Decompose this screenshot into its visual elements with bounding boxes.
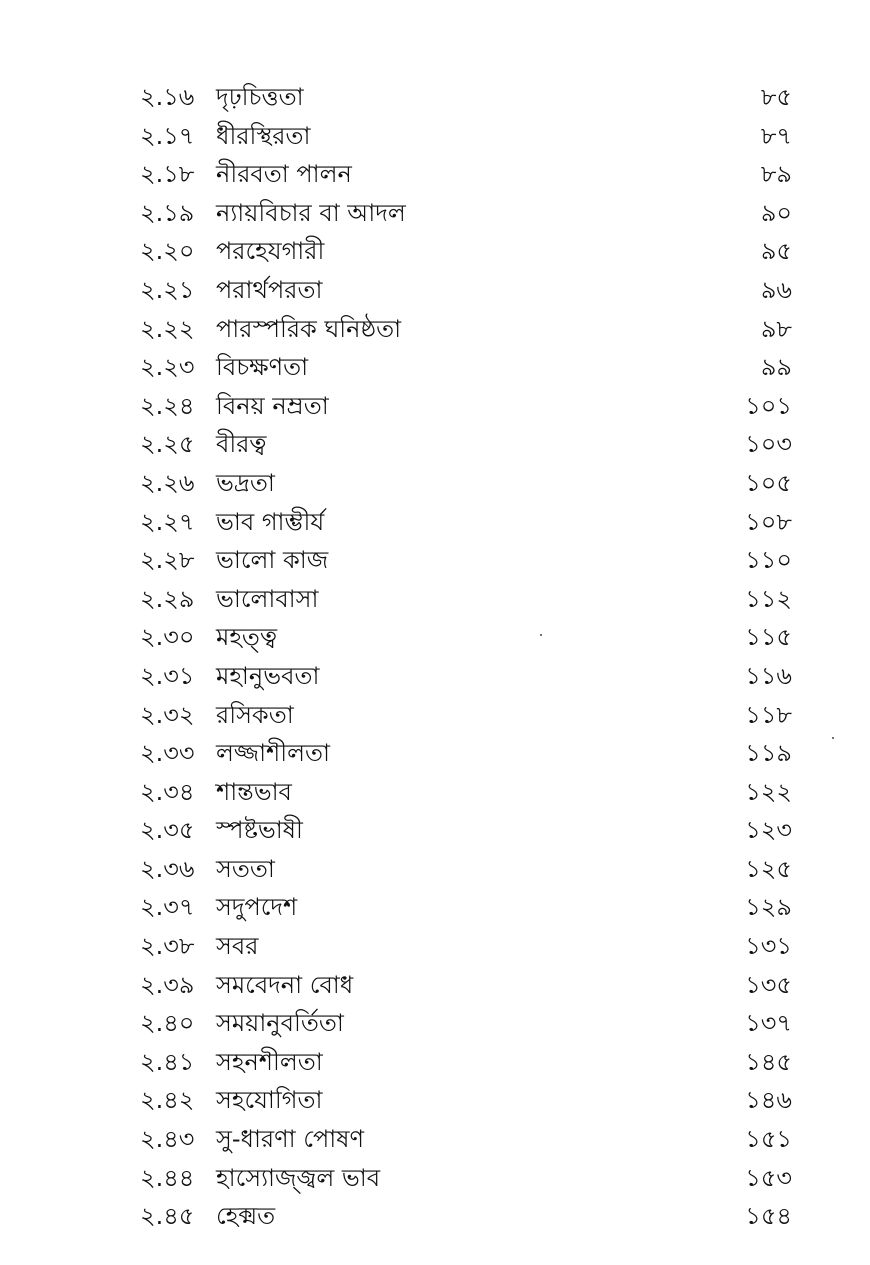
- page-number: ৯০: [760, 198, 792, 227]
- toc-entry: [0, 387, 870, 426]
- toc-entry: [0, 1159, 870, 1198]
- toc-entry: [0, 503, 870, 542]
- section-number: ২.৩৫: [140, 816, 195, 845]
- page-number: ৯৫: [760, 237, 792, 266]
- page-number: ১৫৩: [745, 1163, 792, 1192]
- toc-entry: [0, 927, 870, 966]
- page-number: ১১৮: [745, 700, 792, 729]
- toc-entry: [0, 734, 870, 773]
- toc-entry: [0, 1197, 870, 1236]
- toc-entry: [0, 850, 870, 889]
- page-number: ১১৯: [745, 739, 792, 768]
- section-title: হাস্যোজ্জ্বল ভাব: [216, 1163, 381, 1192]
- page-number: ৯৬: [760, 275, 792, 304]
- page-number: ১০৩: [745, 430, 792, 459]
- toc-entry: [0, 348, 870, 387]
- scan-speck: [540, 634, 542, 636]
- toc-entry: [0, 1004, 870, 1043]
- section-number: ২.৩৬: [140, 854, 195, 883]
- section-title: হেক্মত: [216, 1202, 276, 1231]
- section-title: সময়ানুবর্তিতা: [216, 1009, 344, 1038]
- page-number: ৯৮: [760, 314, 792, 343]
- section-title: পরহেযগারী: [216, 237, 325, 266]
- toc-entry: [0, 811, 870, 850]
- page-number: ১৩৭: [745, 1009, 792, 1038]
- section-number: ২.২৮: [140, 546, 195, 575]
- page-number: ১৪৫: [745, 1047, 792, 1076]
- page-number: ১২৯: [745, 893, 792, 922]
- page-number: ৯৯: [760, 353, 792, 382]
- toc-entry: [0, 232, 870, 271]
- toc-entry: [0, 888, 870, 927]
- section-title: ভদ্রতা: [216, 468, 275, 497]
- section-number: ২.৪০: [140, 1009, 195, 1038]
- page-number: ১১২: [745, 584, 792, 613]
- toc-entry: [0, 310, 870, 349]
- section-title: ভালো কাজ: [216, 546, 329, 575]
- toc-entry: [0, 580, 870, 619]
- section-title: সদুপদেশ: [216, 893, 298, 922]
- section-number: ২.৪৩: [140, 1125, 195, 1154]
- page-number: ১৫১: [745, 1125, 792, 1154]
- section-number: ২.২০: [140, 237, 195, 266]
- section-title: সু-ধারণা পোষণ: [216, 1125, 364, 1154]
- section-number: ২.৩৪: [140, 777, 195, 806]
- toc-entry: [0, 657, 870, 696]
- page-number: ৮৭: [760, 121, 792, 150]
- toc-entry: [0, 425, 870, 464]
- section-title: মহানুভবতা: [216, 661, 320, 690]
- toc-entry: [0, 696, 870, 735]
- toc-entry: [0, 618, 870, 657]
- section-title: পারস্পরিক ঘনিষ্ঠতা: [216, 314, 402, 343]
- section-number: ২.২১: [140, 275, 195, 304]
- section-number: ২.১৮: [140, 160, 195, 189]
- page-number: ১২৫: [745, 854, 792, 883]
- toc-entry: [0, 78, 870, 117]
- toc-entry: [0, 1043, 870, 1082]
- toc-entry: [0, 966, 870, 1005]
- section-number: ২.৪৫: [140, 1202, 195, 1231]
- section-title: স্পষ্টভাষী: [216, 816, 303, 845]
- page-number: ১১০: [745, 546, 792, 575]
- section-number: ২.২২: [140, 314, 195, 343]
- section-title: বীরত্ব: [216, 430, 267, 459]
- toc-entry: [0, 1081, 870, 1120]
- section-number: ২.৪১: [140, 1047, 195, 1076]
- section-number: ২.১৬: [140, 83, 195, 111]
- page-number: ১২৩: [745, 816, 792, 845]
- section-title: শান্তভাব: [216, 777, 292, 806]
- section-number: ২.৩০: [140, 623, 195, 652]
- section-title: ভালোবাসা: [216, 584, 319, 613]
- section-number: ২.৩৯: [140, 970, 195, 999]
- section-title: বিনয় নম্রতা: [216, 391, 329, 420]
- toc-entry: [0, 271, 870, 310]
- section-title: সবর: [216, 932, 259, 961]
- section-title: বিচক্ষণতা: [216, 353, 309, 382]
- section-number: ২.২৭: [140, 507, 195, 536]
- page-number: ১১৬: [745, 661, 792, 690]
- section-title: নীরবতা পালন: [216, 160, 352, 189]
- section-title: সহনশীলতা: [216, 1047, 323, 1076]
- section-title: পরার্থপরতা: [216, 275, 323, 304]
- section-title: সহযোগিতা: [216, 1086, 323, 1115]
- toc-entry: [0, 773, 870, 812]
- section-number: ২.২৯: [140, 584, 195, 613]
- section-title: ভাব গাম্ভীর্য: [216, 507, 325, 536]
- section-title: রসিকতা: [216, 700, 294, 729]
- section-title: মহত্ত্ব: [216, 623, 278, 652]
- page-number: ১৩৫: [745, 970, 792, 999]
- table-of-contents: [0, 78, 870, 1236]
- page-number: ১৪৬: [745, 1086, 792, 1115]
- section-number: ২.৩৮: [140, 932, 195, 961]
- section-title: দৃঢ়চিত্ততা: [216, 83, 304, 111]
- section-number: ২.১৯: [140, 198, 195, 227]
- section-title: ধীরস্থিরতা: [216, 121, 311, 150]
- section-title: সমবেদনা বোধ: [216, 970, 354, 999]
- section-title: ন্যায়বিচার বা আদল: [216, 198, 406, 227]
- page-number: ১০১: [745, 391, 792, 420]
- section-number: ২.২৩: [140, 353, 195, 382]
- section-number: ২.১৭: [140, 121, 195, 150]
- section-number: ২.৪৪: [140, 1163, 195, 1192]
- toc-entry: [0, 541, 870, 580]
- page-number: ৮৯: [760, 160, 792, 189]
- toc-entry: [0, 155, 870, 194]
- toc-entry: [0, 464, 870, 503]
- section-title: সততা: [216, 854, 275, 883]
- section-number: ২.৩৭: [140, 893, 195, 922]
- section-number: ২.২৪: [140, 391, 195, 420]
- page-number: ১০৮: [745, 507, 792, 536]
- toc-entry: [0, 194, 870, 233]
- section-number: ২.৪২: [140, 1086, 195, 1115]
- page-number: ১০৫: [745, 468, 792, 497]
- section-number: ২.৩১: [140, 661, 195, 690]
- section-number: ২.২৬: [140, 468, 195, 497]
- section-title: লজ্জাশীলতা: [216, 739, 330, 768]
- section-number: ২.৩২: [140, 700, 195, 729]
- toc-entry: [0, 117, 870, 156]
- page-number: ১১৫: [745, 623, 792, 652]
- page-number: ৮৫: [760, 83, 792, 111]
- section-number: ২.২৫: [140, 430, 195, 459]
- section-number: ২.৩৩: [140, 739, 195, 768]
- page-number: ১৫৪: [745, 1202, 792, 1231]
- toc-entry: [0, 1120, 870, 1159]
- scan-speck: [832, 737, 834, 739]
- page-number: ১৩১: [745, 932, 792, 961]
- page-number: ১২২: [745, 777, 792, 806]
